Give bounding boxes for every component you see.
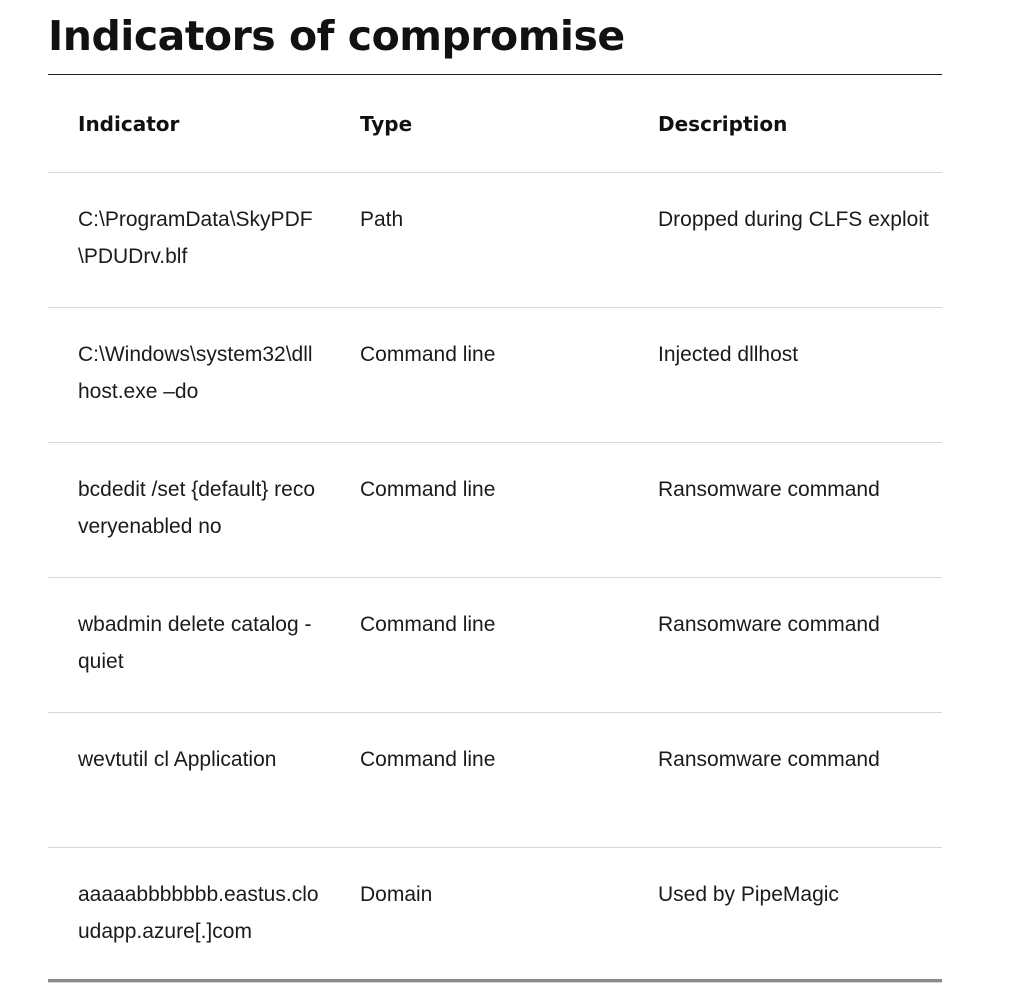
indicator-cell: wbadmin delete catalog -quiet xyxy=(48,577,330,712)
title-divider xyxy=(48,74,942,75)
column-header-description: Description xyxy=(628,76,942,172)
type-cell: Command line xyxy=(330,712,628,847)
type-cell: Command line xyxy=(330,442,628,577)
table-row xyxy=(48,172,942,307)
type-cell: Domain xyxy=(330,847,628,982)
type-cell: Command line xyxy=(330,307,628,442)
table-row xyxy=(48,712,942,847)
table-header-row xyxy=(48,76,942,172)
column-header-indicator: Indicator xyxy=(48,76,330,172)
table-row xyxy=(48,577,942,712)
table-row xyxy=(48,307,942,442)
table-row xyxy=(48,847,942,982)
table-row xyxy=(48,442,942,577)
indicator-cell: aaaaabbbbbbb.eastus.cloudapp.azure[.]com xyxy=(48,847,330,982)
indicator-cell: C:\Windows\system32\dllhost.exe –do xyxy=(48,307,330,442)
table-bottom-divider xyxy=(48,979,942,982)
column-header-type: Type xyxy=(330,76,628,172)
type-cell: Path xyxy=(330,172,628,307)
description-cell: Ransomware command xyxy=(628,442,942,577)
type-cell: Command line xyxy=(330,577,628,712)
ioc-table xyxy=(48,76,942,983)
description-cell: Ransomware command xyxy=(628,577,942,712)
description-cell: Ransomware command xyxy=(628,712,942,847)
indicator-cell: bcdedit /set {default} recoveryenabled no xyxy=(48,442,330,577)
description-cell: Used by PipeMagic xyxy=(628,847,942,982)
page-title: Indicators of compromise xyxy=(48,12,625,60)
description-cell: Dropped during CLFS exploit xyxy=(628,172,942,307)
indicator-cell: wevtutil cl Application xyxy=(48,712,330,847)
description-cell: Injected dllhost xyxy=(628,307,942,442)
indicator-cell: C:\ProgramData\SkyPDF\PDUDrv.blf xyxy=(48,172,330,307)
